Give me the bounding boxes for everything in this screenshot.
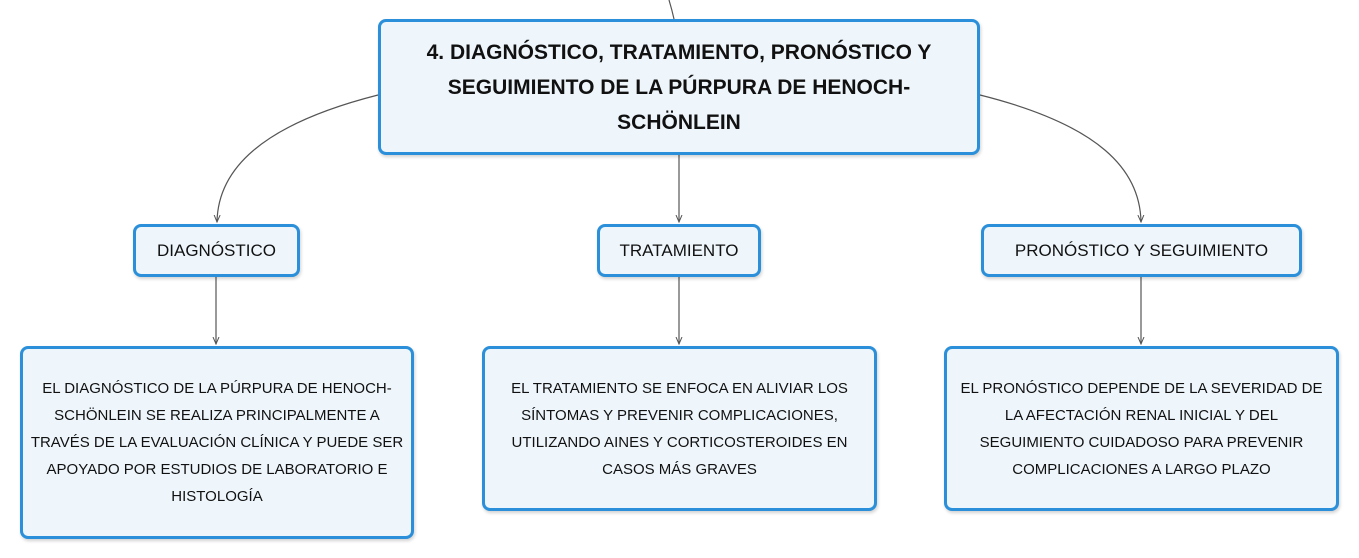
topic-diagnostico[interactable] — [133, 224, 300, 277]
detail-diagnostico[interactable] — [20, 346, 414, 539]
detail-diagnostico-text: EL DIAGNÓSTICO DE LA PÚRPURA DE HENOCH-SCHÖNLEIN SE REALIZA PRINCIPALMENTE A TRAVÉS DE LA EVALUACIÓN CLÍNICA Y PUEDE SER APOYADO POR ESTUDIOS DE LABORATORIO E HISTOLOGÍA — [30, 380, 404, 505]
connector-parent-to-root — [669, 0, 674, 19]
topic-pronostico-seguimiento-label: PRONÓSTICO Y SEGUIMIENTO — [1014, 240, 1269, 260]
topic-tratamiento[interactable] — [597, 224, 761, 277]
topic-tratamiento-label: TRATAMIENTO — [619, 240, 739, 260]
detail-pronostico-seguimiento-text: EL PRONÓSTICO DEPENDE DE LA SEVERIDAD DE LA AFECTACIÓN RENAL INICIAL Y DEL SEGUIMIENTO CUIDADOSO PARA PREVENIR COMPLICACIONES A LARGO PLAZO — [960, 379, 1323, 478]
root-topic[interactable] — [378, 19, 980, 155]
detail-tratamiento[interactable] — [482, 346, 877, 511]
connector-root-to-diagnostico — [217, 95, 378, 222]
connector-root-to-pronostico — [980, 95, 1141, 222]
detail-tratamiento-text: EL TRATAMIENTO SE ENFOCA EN ALIVIAR LOS SÍNTOMAS Y PREVENIR COMPLICACIONES, UTILIZANDO AINES Y CORTICOSTEROIDES EN CASOS MÁS GRAVES — [511, 379, 848, 478]
root-topic-label: 4. DIAGNÓSTICO, TRATAMIENTO, PRONÓSTICO Y SEGUIMIENTO DE LA PÚRPURA DE HENOCH-SCHÖNLEIN — [426, 40, 932, 134]
detail-pronostico-seguimiento[interactable] — [944, 346, 1339, 511]
topic-diagnostico-label: DIAGNÓSTICO — [156, 240, 276, 260]
topic-pronostico-seguimiento[interactable] — [981, 224, 1302, 277]
